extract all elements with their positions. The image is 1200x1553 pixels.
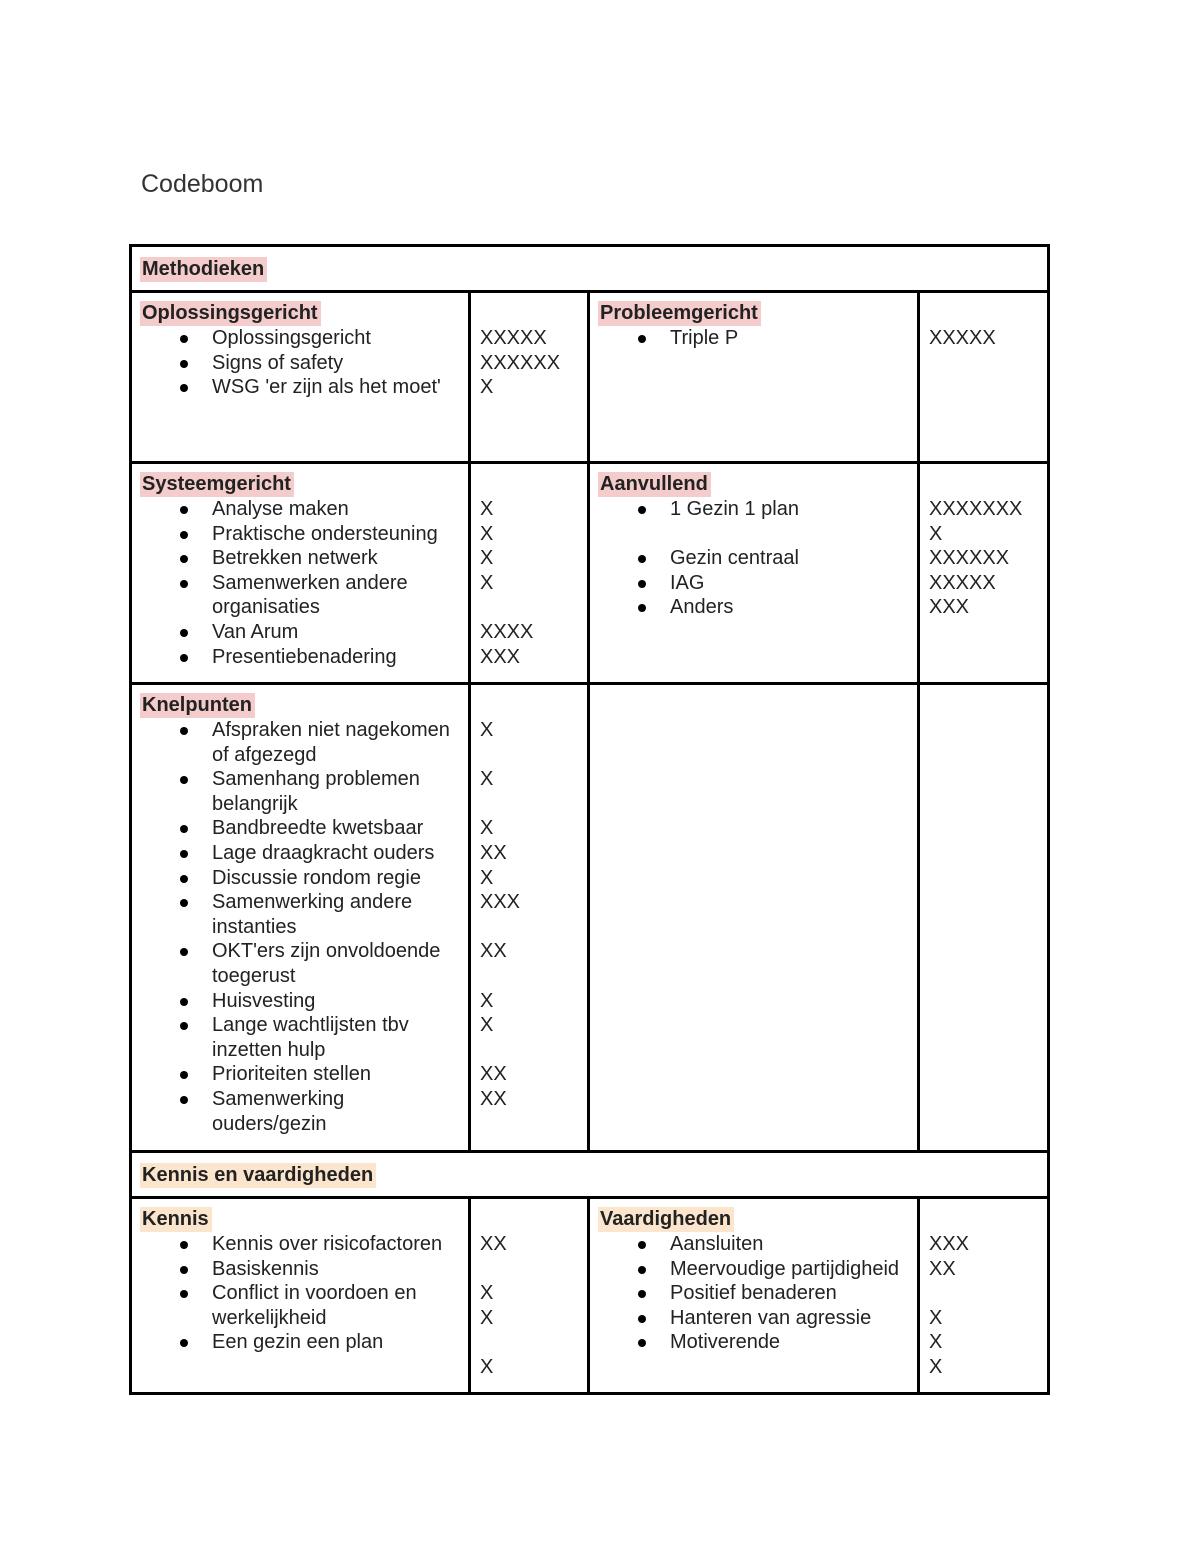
category-title-systeemgericht: Systeemgericht xyxy=(140,472,294,497)
count-value: XX xyxy=(480,841,507,864)
list-item xyxy=(141,890,459,939)
count-value: XXX xyxy=(480,645,521,668)
count-value: XXXXX xyxy=(929,327,996,349)
bullet-icon xyxy=(180,654,188,662)
list-item xyxy=(599,1257,908,1282)
bullet-icon xyxy=(180,580,188,588)
item-label: Oplossingsgericht xyxy=(212,327,371,349)
bullet-icon xyxy=(638,580,646,588)
count-value: X xyxy=(480,989,494,1012)
list-item xyxy=(141,645,459,670)
count-list xyxy=(929,326,1038,351)
bullet-icon xyxy=(180,1241,188,1249)
list-systeemgericht xyxy=(141,497,459,669)
item-label: Triple P xyxy=(670,327,739,349)
list-item xyxy=(141,1257,459,1282)
item-label: Afspraken niet nagekomen of afgezegd xyxy=(212,719,450,766)
bullet-icon xyxy=(638,1290,646,1298)
row-oplossings-probleem xyxy=(131,292,1049,463)
count-value: XXX xyxy=(929,596,970,619)
list-item xyxy=(141,841,459,866)
count-value: X xyxy=(480,719,494,741)
item-label: Huisvesting xyxy=(212,989,316,1012)
counts-systeemgericht xyxy=(470,463,589,684)
bullet-icon xyxy=(180,360,188,368)
item-label: Basiskennis xyxy=(212,1257,319,1280)
count-value: X xyxy=(480,522,494,545)
item-label: Gezin centraal xyxy=(670,547,799,570)
list-item xyxy=(141,816,459,841)
count-value: X xyxy=(480,1014,494,1037)
section-row-kennis-vaardigheden xyxy=(131,1152,1049,1198)
counts-aanvullend xyxy=(919,463,1049,684)
bullet-icon xyxy=(638,1241,646,1249)
list-item xyxy=(599,546,908,571)
bullet-icon xyxy=(180,335,188,343)
bullet-icon xyxy=(180,506,188,514)
bullet-icon xyxy=(180,1071,188,1079)
list-item xyxy=(141,1013,459,1062)
row-kennis-vaardigheden xyxy=(131,1198,1049,1394)
list-vaardigheden xyxy=(599,1232,908,1355)
list-item xyxy=(599,595,908,620)
list-item xyxy=(141,1062,459,1087)
item-label: Anders xyxy=(670,596,734,619)
item-label: Meervoudige partijdigheid xyxy=(670,1257,900,1280)
bullet-icon xyxy=(180,998,188,1006)
item-label: Prioriteiten stellen xyxy=(212,1063,371,1086)
item-label: Samenwerking andere instanties xyxy=(212,891,413,938)
category-title-aanvullend: Aanvullend xyxy=(598,472,711,497)
category-title-probleemgericht: Probleemgericht xyxy=(598,301,761,326)
item-label: Samenhang problemen belangrijk xyxy=(212,768,420,815)
cell-oplossingsgericht xyxy=(131,292,470,463)
item-label: Praktische ondersteuning xyxy=(212,522,438,545)
count-value: X xyxy=(929,1331,943,1354)
section-header-kennis-vaardigheden xyxy=(131,1152,1049,1198)
bullet-icon xyxy=(180,1022,188,1030)
item-label: Hanteren van agressie xyxy=(670,1306,872,1329)
row-systeem-aanvullend xyxy=(131,463,1049,684)
list-item xyxy=(141,1232,459,1257)
count-value: XXX xyxy=(480,891,521,914)
item-label: Bandbreedte kwetsbaar xyxy=(212,817,424,840)
document-title: Codeboom xyxy=(141,170,264,198)
item-label: Lage draagkracht ouders xyxy=(212,841,435,864)
list-item xyxy=(141,1330,459,1355)
list-item xyxy=(599,1232,908,1257)
bullet-icon xyxy=(638,335,646,343)
bullet-icon xyxy=(180,948,188,956)
list-item xyxy=(599,1306,908,1331)
list-item xyxy=(141,546,459,571)
count-value: X xyxy=(929,1306,943,1329)
item-label: Analyse maken xyxy=(212,498,349,520)
bullet-icon xyxy=(180,727,188,735)
item-label: Positief benaderen xyxy=(670,1282,837,1305)
bullet-icon xyxy=(180,776,188,784)
item-label: Lange wachtlijsten tbv inzetten hulp xyxy=(212,1014,409,1061)
count-value: XXXXX xyxy=(929,571,996,594)
cell-vaardigheden xyxy=(589,1198,919,1394)
item-label: OKT'ers zijn onvoldoende toegerust xyxy=(212,940,441,987)
item-label: Motiverende xyxy=(670,1331,781,1354)
category-title-kennis: Kennis xyxy=(140,1207,212,1232)
bullet-icon xyxy=(180,1290,188,1298)
count-value: X xyxy=(480,817,494,840)
count-value: XX xyxy=(480,1087,507,1110)
count-value: XXXXXX xyxy=(929,547,1010,570)
list-item xyxy=(141,767,459,816)
list-item xyxy=(141,351,459,376)
cell-knelpunten xyxy=(131,684,470,1152)
list-item xyxy=(599,497,908,546)
count-value: XX xyxy=(480,940,507,963)
list-item xyxy=(141,1087,459,1136)
count-value: XXXXXXX xyxy=(929,498,1023,520)
list-oplossingsgericht xyxy=(141,326,459,400)
count-value: XXXXXX xyxy=(480,351,561,374)
category-title-oplossingsgericht: Oplossingsgericht xyxy=(140,301,321,326)
section-title-methodieken: Methodieken xyxy=(140,257,267,282)
bullet-icon xyxy=(180,1339,188,1347)
counts-vaardigheden xyxy=(919,1198,1049,1394)
list-item xyxy=(141,375,459,400)
bullet-icon xyxy=(180,899,188,907)
item-label: Signs of safety xyxy=(212,351,344,374)
bullet-icon xyxy=(180,1096,188,1104)
count-list xyxy=(929,1232,1038,1380)
bullet-icon xyxy=(638,604,646,612)
list-item xyxy=(141,718,459,767)
counts-oplossingsgericht xyxy=(470,292,589,463)
item-label: Kennis over risicofactoren xyxy=(212,1233,443,1255)
item-label: Van Arum xyxy=(212,620,299,643)
count-list xyxy=(480,718,578,1112)
list-item xyxy=(599,1281,908,1306)
item-label: Betrekken netwerk xyxy=(212,547,378,570)
item-label: Discussie rondom regie xyxy=(212,866,421,889)
bullet-icon xyxy=(180,850,188,858)
count-value: XX xyxy=(480,1063,507,1086)
section-header-methodieken xyxy=(131,246,1049,292)
count-value: X xyxy=(480,768,494,791)
row-knelpunten xyxy=(131,684,1049,1152)
count-value: X xyxy=(480,498,494,520)
bullet-icon xyxy=(638,555,646,563)
bullet-icon xyxy=(638,1315,646,1323)
bullet-icon xyxy=(638,506,646,514)
count-value: X xyxy=(480,547,494,570)
count-value: X xyxy=(480,1282,494,1305)
count-value: XXXX xyxy=(480,620,534,643)
count-list xyxy=(480,497,578,669)
item-label: WSG 'er zijn als het moet' xyxy=(212,376,441,399)
list-item xyxy=(141,620,459,645)
list-item xyxy=(141,571,459,620)
cell-kennis xyxy=(131,1198,470,1394)
cell-aanvullend xyxy=(589,463,919,684)
counts-kennis xyxy=(470,1198,589,1394)
list-item xyxy=(599,571,908,596)
item-label: Conflict in voordoen en werkelijkheid xyxy=(212,1282,417,1329)
item-label: IAG xyxy=(670,571,705,594)
bullet-icon xyxy=(180,825,188,833)
item-label: Aansluiten xyxy=(670,1233,764,1255)
count-value: XX xyxy=(480,1233,507,1255)
list-kennis xyxy=(141,1232,459,1355)
section-title-kennis-vaardigheden: Kennis en vaardigheden xyxy=(140,1163,376,1188)
cell-probleemgericht xyxy=(589,292,919,463)
bullet-icon xyxy=(180,875,188,883)
list-item xyxy=(141,939,459,988)
item-label: Samenwerken andere organisaties xyxy=(212,571,408,619)
list-aanvullend xyxy=(599,497,908,620)
list-item xyxy=(141,326,459,351)
item-label: Een gezin een plan xyxy=(212,1331,384,1354)
item-label: 1 Gezin 1 plan xyxy=(670,498,799,520)
category-title-knelpunten: Knelpunten xyxy=(140,693,255,718)
item-label: Samenwerking ouders/gezin xyxy=(212,1087,345,1135)
list-item xyxy=(141,989,459,1014)
codeboom-table xyxy=(129,244,1050,1395)
count-value: X xyxy=(480,1355,494,1378)
count-list xyxy=(480,1232,578,1380)
count-value: XX xyxy=(929,1257,956,1280)
count-value: X xyxy=(929,1355,943,1378)
counts-probleemgericht xyxy=(919,292,1049,463)
count-value: X xyxy=(480,1306,494,1329)
list-item xyxy=(141,522,459,547)
count-list xyxy=(480,326,578,400)
list-item xyxy=(599,326,908,351)
bullet-icon xyxy=(180,384,188,392)
count-value: XXX xyxy=(929,1233,970,1255)
count-value: X xyxy=(480,866,494,889)
count-value: X xyxy=(480,376,494,399)
bullet-icon xyxy=(638,1266,646,1274)
bullet-icon xyxy=(180,1266,188,1274)
list-item xyxy=(141,1281,459,1330)
list-item xyxy=(141,497,459,522)
bullet-icon xyxy=(180,555,188,563)
bullet-icon xyxy=(180,531,188,539)
cell-empty xyxy=(919,684,1049,1152)
count-value: X xyxy=(929,522,943,545)
list-knelpunten xyxy=(141,718,459,1136)
list-item xyxy=(599,1330,908,1355)
item-label: Presentiebenadering xyxy=(212,645,397,668)
count-list xyxy=(929,497,1038,620)
bullet-icon xyxy=(638,1339,646,1347)
counts-knelpunten xyxy=(470,684,589,1152)
list-item xyxy=(141,866,459,891)
bullet-icon xyxy=(180,629,188,637)
cell-empty xyxy=(589,684,919,1152)
count-value: XXXXX xyxy=(480,327,547,349)
category-title-vaardigheden: Vaardigheden xyxy=(598,1207,734,1232)
cell-systeemgericht xyxy=(131,463,470,684)
section-row-methodieken xyxy=(131,246,1049,292)
count-value: X xyxy=(480,571,494,594)
list-probleemgericht xyxy=(599,326,908,351)
